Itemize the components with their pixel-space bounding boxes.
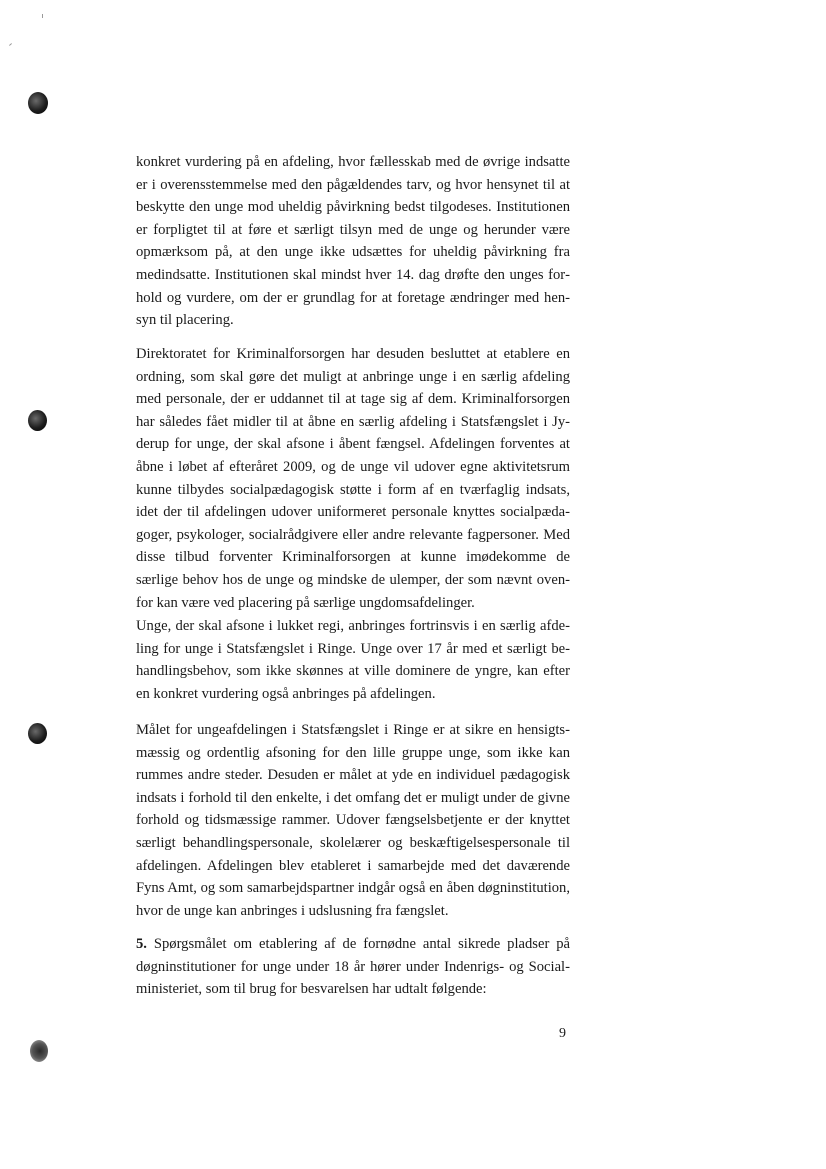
paragraph-1 [136, 151, 570, 332]
punch-hole-icon [28, 92, 48, 114]
paragraph-text: Unge, der skal afsone i lukket regi, anbringes fortrinsvis i en særlig afdeling for unge i Statsfængslet i Ringe. Unge over 17 år med et særligt behandlingsbehov, som ikke skønnes at ville dominere de yngre, kan efter en konkret vurdering også anbringes på afdelingen. [136, 618, 570, 702]
paragraph-2 [136, 343, 570, 614]
scan-speck [42, 14, 43, 18]
scan-speck [9, 43, 12, 46]
section-text: Spørgsmålet om etablering af de fornødne antal sikrede pladser på døgninstitutioner for unge under 18 år hører under Indenrigs- og Socialministeriet, som til brug for besvarelsen har udtalt følgende: [136, 936, 570, 998]
paragraph-text: Målet for ungeafdelingen i Statsfængslet i Ringe er at sikre en hensigtsmæssig og ordentlig afsoning for den lille gruppe unge, som ikke kan rummes andre steder. Desuden er målet at yde en individuel pædagogisk indsats i forhold til den enkelte, i det omfang det er muligt under de givne forhold og tidsmæssige rammer. Udover fængselsbetjente er der knyttet særligt behandlingspersonale, skolelærer og beskæftigelsespersonale til afdelingen. Afdelingen blev etableret i samarbejde med det daværende Fyns Amt, og som samarbejdspartner indgår også en åben døgninstitution, hvor de unge kan anbringes i udslusning fra fængslet. [136, 722, 570, 919]
section-5-paragraph [136, 933, 570, 1001]
paragraph-text: Direktoratet for Kriminalforsorgen har desuden besluttet at etablere en ordning, som skal gøre det muligt at anbringe unge i en særlig afdeling med personale, der er uddannet til at tage sig af dem. Kriminalforsorgen har således fået midler til at åbne en særlig afdeling i Statsfængslet i Jyderup for unge, der skal afsone i åbent fængsel. Afdelingen forventes at åbne i løbet af efteråret 2009, og de unge vil udover egne aktivitetsrum kunne tilbydes socialpædagogisk støtte i form af en tværfaglig indsats, idet der til afdelingen udover uniformeret personale knyttes socialpædagoger, psykologer, socialrådgivere eller andre relevante fagpersoner. Med disse tilbud forventer Kriminalforsorgen at kunne imødekomme de særlige behov hos de unge og mindske de ulemper, der som nævnt ovenfor kan være ved placering på særlige ungdomsafdelinger. [136, 346, 570, 611]
section-number: 5. [136, 936, 147, 952]
punch-hole-icon [28, 723, 47, 744]
paragraph-3 [136, 615, 570, 705]
punch-hole-icon [28, 410, 47, 431]
page-number: 9 [559, 1026, 566, 1041]
paragraph-text [136, 933, 570, 1001]
paragraph-text: konkret vurdering på en afdeling, hvor fællesskab med de øvrige indsatte er i overensstemmelse med den pågældendes tarv, og hvor hensynet til at beskytte den unge mod uheldig påvirkning bedst tilgodeses. Institutionen er forpligtet til at føre et særligt tilsyn med de unge og herunder være opmærksom på, at den unge ikke udsættes for uheldig påvirkning fra medindsatte. Institutionen skal mindst hver 14. dag drøfte den unges forhold og vurdere, om der er grundlag for at foretage ændringer med hensyn til placering. [136, 154, 570, 329]
punch-hole-icon [30, 1040, 48, 1062]
paragraph-4 [136, 719, 570, 922]
